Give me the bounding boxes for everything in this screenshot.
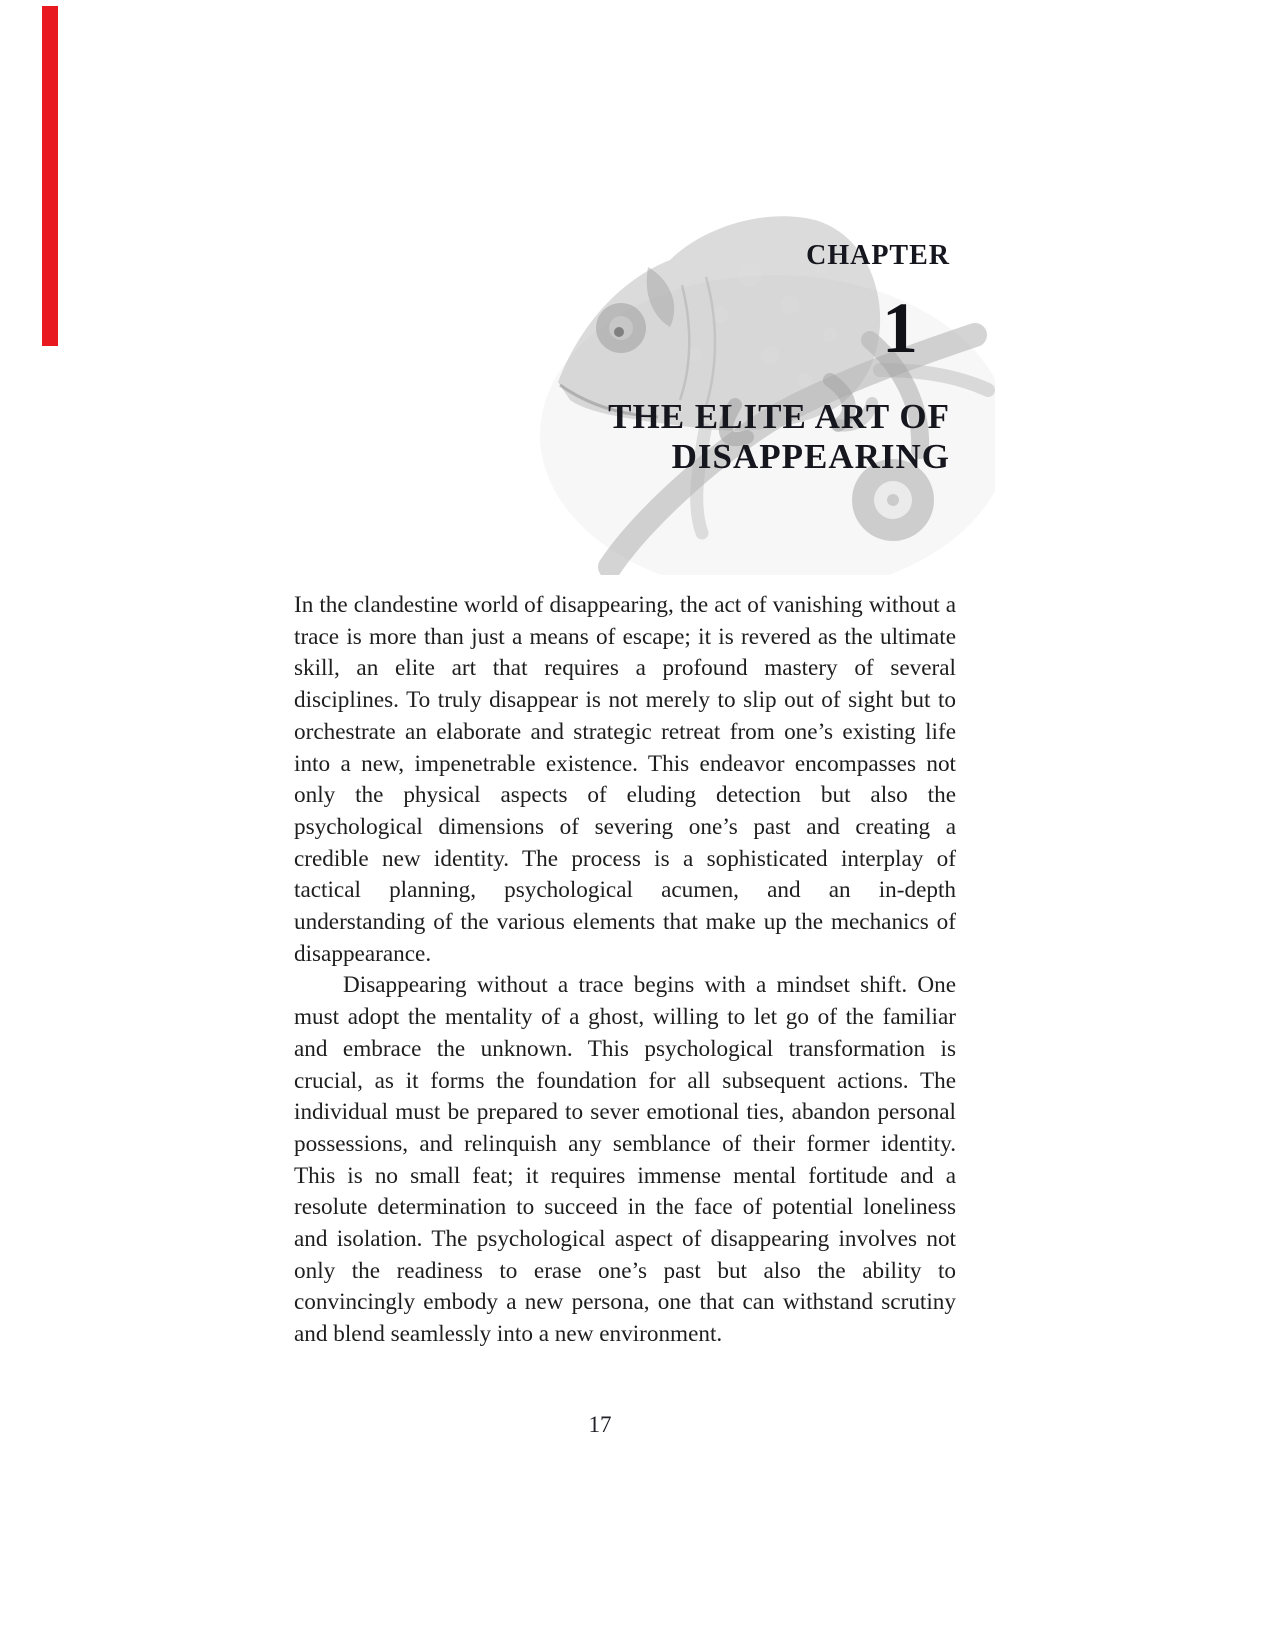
chapter-title xyxy=(450,397,950,477)
chapter-label: CHAPTER xyxy=(806,240,950,271)
chapter-title-line2: DISAPPEARING xyxy=(671,437,950,476)
chapter-number: 1 xyxy=(882,288,918,368)
paragraph-1: In the clandestine world of disappearing, the act of vanishing without a trace is more than just a means of escape; it is revered as the ultimate skill, an elite art that requires a profound mastery of several disciplines. To truly disappear is not merely to slip out of sight but to orchestrate an elaborate and strategic retreat from one’s existing life into a new, impenetrable existence. This endeavor encompasses not only the physical aspects of eluding detection but also the psychological dimensions of severing one’s past and creating a credible new identity. The process is a sophisticated interplay of tactical planning, psychological acumen, and an in-depth understanding of the various elements that make up the mechanics of disappearance. xyxy=(294,592,956,967)
body-text xyxy=(294,590,956,1351)
margin-highlight-strip xyxy=(42,6,58,346)
paragraph-2: Disappearing without a trace begins with a mindset shift. One must adopt the mentality of a ghost, willing to let go of the familiar and embrace the unknown. This psychological transformation is crucial, as it forms the foundation for all subsequent actions. The individual must be prepared to sever emotional ties, abandon personal possessions, and relinquish any semblance of their former identity. This is no small feat; it requires immense mental fortitude and a resolute determination to succeed in the face of potential loneliness and isolation. The psychological aspect of disappearing involves not only the readiness to erase one’s past but also the ability to convincingly embody a new persona, one that can withstand scrutiny and blend seamlessly into a new environment. xyxy=(294,972,956,1348)
page-number: 17 xyxy=(588,1412,612,1437)
chapter-title-line1: THE ELITE ART OF xyxy=(608,397,950,436)
